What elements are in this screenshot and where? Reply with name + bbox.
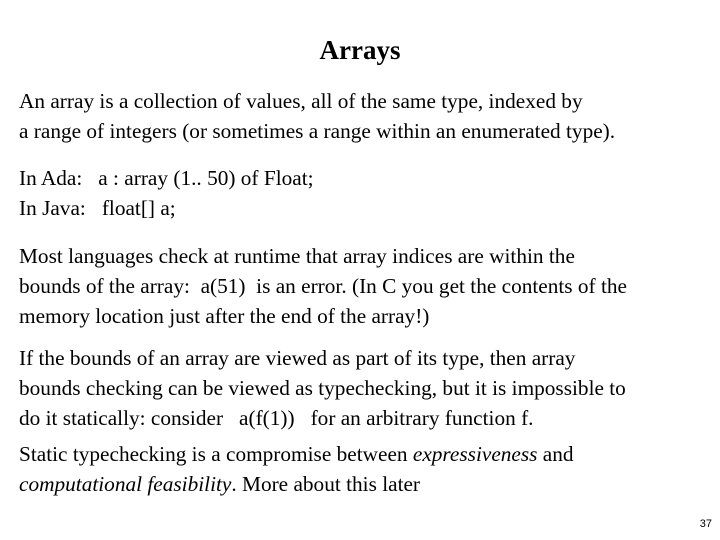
bounds-check-line-2-start: bounds of the array: (19, 274, 190, 298)
page-number: 37 (699, 518, 712, 530)
static-line-2-end: . More about this later (231, 472, 421, 496)
bounds-check-line-1: Most languages check at runtime that array indices are within the (19, 244, 575, 268)
computational-feasibility-term: computational feasibility (19, 472, 232, 496)
intro-line-1: An array is a collection of values, all of the same type, indexed by (19, 89, 583, 113)
static-line-1-start: Static typechecking is a compromise between (19, 442, 408, 466)
slide-title-text: Arrays (319, 35, 401, 65)
slide-title (0, 34, 720, 66)
java-example-line (19, 193, 709, 223)
static-typecheck-paragraph (19, 439, 709, 499)
expressiveness-term: expressiveness (412, 442, 538, 466)
bounds-check-paragraph (19, 241, 709, 331)
typecheck-line-3-end: for an arbitrary function f. (310, 406, 534, 430)
static-line-1-end: and (542, 442, 574, 466)
typecheck-line-3-start: do it statically: consider (19, 406, 224, 430)
java-label: In Java: (19, 196, 86, 220)
typecheck-code: a(f(1)) (239, 406, 295, 430)
typecheck-line-2: bounds checking can be viewed as typechecking, but it is impossible to (19, 376, 626, 400)
static-line-2 (19, 469, 709, 499)
ada-example-line (19, 163, 709, 193)
ada-code: a : array (1.. 50) of Float; (98, 166, 314, 190)
bounds-check-line-2-end: is an error. (In C you get the contents of the (256, 274, 627, 298)
typecheck-paragraph (19, 343, 709, 433)
examples-paragraph (19, 163, 709, 223)
intro-paragraph (19, 86, 709, 146)
typecheck-line-3 (19, 403, 709, 433)
static-line-1 (19, 439, 709, 469)
java-code: float[] a; (101, 196, 176, 220)
bounds-check-line-2 (19, 271, 709, 301)
bounds-check-line-3: memory location just after the end of the array!) (19, 304, 430, 328)
typecheck-line-1: If the bounds of an array are viewed as part of its type, then array (19, 346, 576, 370)
ada-label: In Ada: (19, 166, 83, 190)
bounds-check-code: a(51) (200, 274, 246, 298)
intro-line-2: a range of integers (or sometimes a range within an enumerated type). (19, 119, 616, 143)
